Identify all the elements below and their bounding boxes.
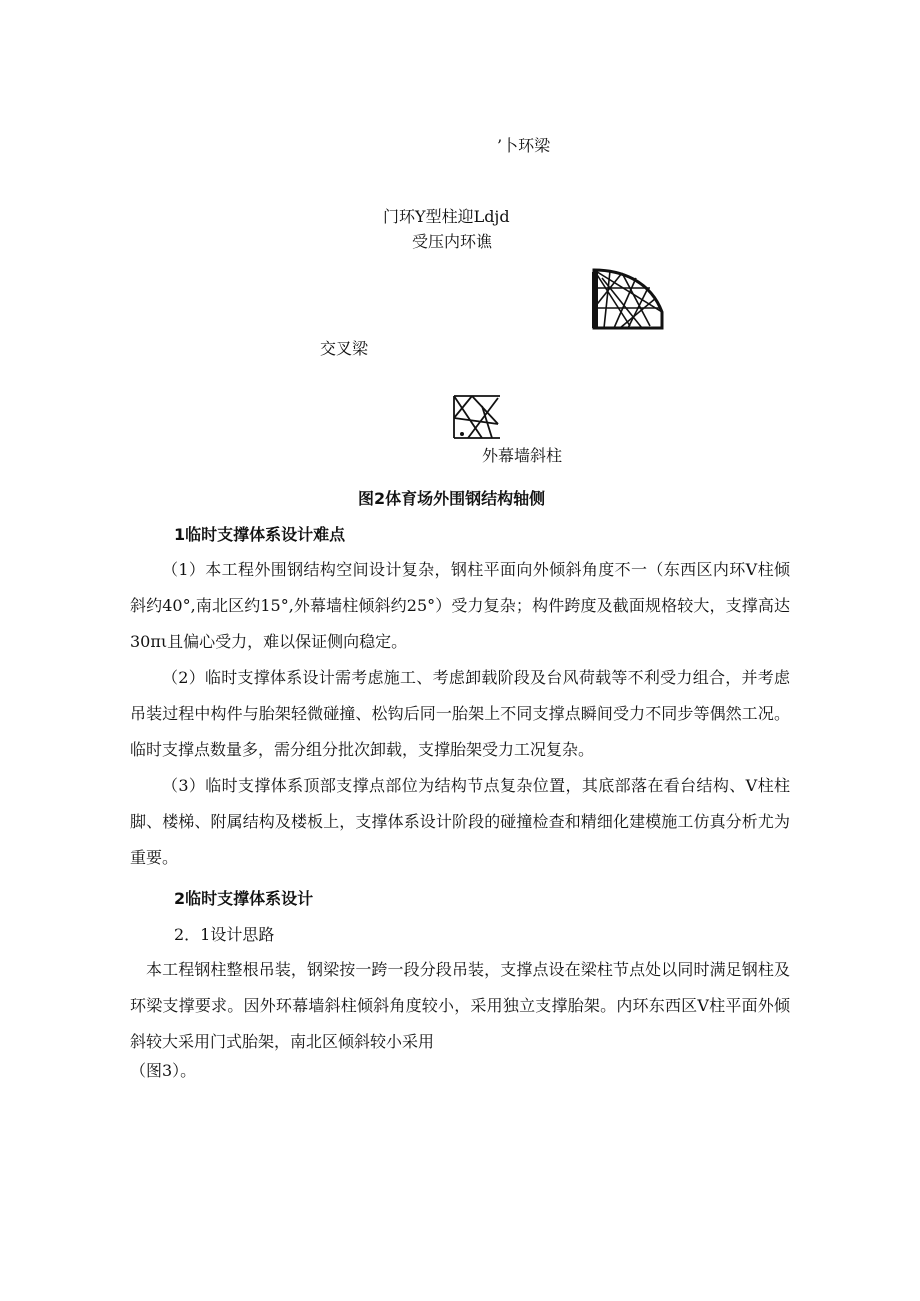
label-gate-ring-y-column: 门环Y型柱迎Ldjd bbox=[383, 207, 510, 226]
paragraph-1-2: （2）临时支撑体系设计需考虑施工、考虑卸载阶段及台风荷载等不利受力组合，并考虑吊装过程中构件与胎架轻微碰撞、松钩后同一胎架上不同支撑点瞬间受力不同步等偶然工况。临时支撑点数量多，需分组分批次卸载，支撑胎架受力工况复杂。 bbox=[130, 668, 790, 759]
section-2-1-heading: 2．1设计思路 bbox=[174, 925, 275, 944]
section-1-heading: 1临时支撑体系设计难点 bbox=[174, 525, 346, 544]
steel-structure-fragment-bottom bbox=[452, 394, 502, 440]
label-cross-beam: 交叉梁 bbox=[320, 339, 369, 358]
paragraph-1-1: （1）本工程外围钢结构空间设计复杂，钢柱平面向外倾斜角度不一（东西区内环V柱倾斜约40°,南北区约15°,外幕墙柱倾斜约25°）受力复杂；构件跨度及截面规格较大，支撑高达30πι且偏心受力，难以保证侧向稳定。 bbox=[130, 560, 790, 651]
paragraph-2-1: 本工程钢柱整根吊装，钢梁按一跨一段分段吊装，支撑点设在梁柱节点处以同时满足钢柱及环梁支撑要求。因外环幕墙斜柱倾斜角度较小，采用独立支撑胎架。内环东西区V柱平面外倾斜较大采用门式胎架，南北区倾斜较小采用 bbox=[130, 960, 790, 1051]
section-2-heading: 2临时支撑体系设计 bbox=[174, 889, 314, 908]
paragraph-2-1-tail: （图3）。 bbox=[130, 1061, 197, 1080]
label-curtain-wall-column: 外幕墙斜柱 bbox=[482, 446, 563, 465]
label-lower-ring-beam: ’卜环梁 bbox=[497, 136, 551, 155]
label-compression-inner-ring: 受压内环谯 bbox=[412, 232, 493, 251]
paragraph-1-3: （3）临时支撑体系顶部支撑点部位为结构节点复杂位置，其底部落在看台结构、V柱柱脚、楼梯、附属结构及楼板上，支撑体系设计阶段的碰撞检查和精细化建模施工仿真分析尤为重要。 bbox=[130, 776, 790, 867]
figure-caption: 图2体育场外围钢结构轴侧 bbox=[358, 489, 546, 508]
steel-structure-fragment-top bbox=[590, 268, 664, 330]
